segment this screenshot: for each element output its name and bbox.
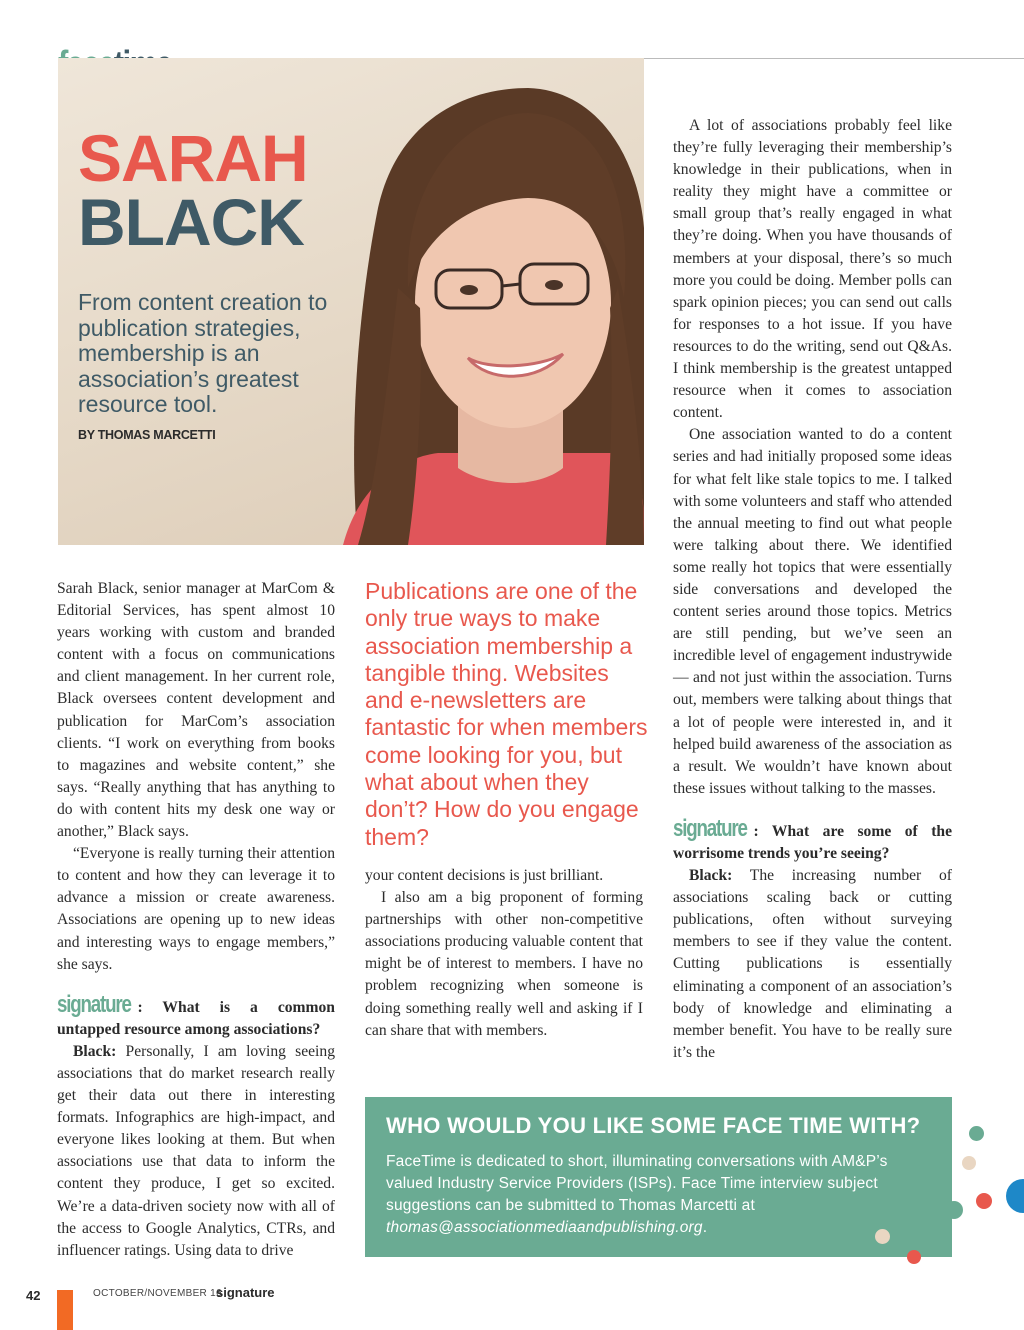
subject-first-name: SARAH (78, 121, 308, 195)
article-dek: From content creation to publication strategies, membership is an association’s greatest resource tool. (78, 289, 328, 417)
answer-text: Personally, I am loving seeing associations that do market research really get their data out there in interesting formats. Infographics are high-impact, and everyone likes looking at them. But when associations use that data to inform the content they produce, I get so excited. We’re a data-driven society now with all of the access to Google Analytics, CTRs, and influencer ratings. Using data to drive (57, 1042, 335, 1259)
question-text: : What is a common untapped resource among associations? (57, 998, 335, 1038)
callout-body (386, 1151, 938, 1239)
callout-text: FaceTime is dedicated to short, illuminating conversations with AM&P’s valued Industry Service Providers (ISPs). Face Time interview subject suggestions can be submitted to Thomas Marcetti at (386, 1153, 888, 1214)
decorative-dot (907, 1250, 921, 1264)
decorative-dot (976, 1193, 992, 1209)
answer (57, 1041, 335, 1262)
decorative-dot (969, 1126, 984, 1141)
paragraph: A lot of associations probably feel like they’re fully leveraging their membership’s knowledge in their publications, when in reality they might have a committee or small group that’s really engaged in what they’re doing. When you have thousands of members at your disposal, there’s so much more you could be doing. Member polls can spark opinion pieces; you can send out calls for responses to a hot issue. If you have resources to do the writing, send out Q&As. I think membership is the greatest untapped resource when it comes to association content. (673, 117, 952, 422)
answer (673, 865, 952, 1064)
decorative-dot (1006, 1179, 1024, 1213)
callout-email-link[interactable]: thomas@associationmediaandpublishing.org (386, 1219, 703, 1236)
footer-accent-bar (57, 1290, 73, 1330)
question (673, 814, 952, 865)
paragraph: One association wanted to do a content series and had initially proposed some ideas for what felt like stale topics to me. I talked with some volunteers and staff who attended the annual meeting to find out what people were talking about there. We identified some really hot topics that were essentially side conversations and developed the content series around those topics. Metrics are still pending, but we’ve seen an incredible level of engagement industrywide — and not just within the association. Turns out, members were talking about things that a lot of people were interested in, and it helped build awareness of the association as a result. We wouldn’t have known about these issues without talking to the masses. (673, 426, 952, 797)
signature-label: signature (673, 814, 747, 842)
answer-label: Black: (73, 1042, 117, 1060)
article-column-1 (57, 578, 335, 1262)
callout-title: WHO WOULD YOU LIKE SOME FACE TIME WITH? (386, 1113, 921, 1138)
publication-name: signature (216, 1285, 275, 1300)
pull-quote: Publications are one of the only true ways to make association membership a tangible thing. Websites and e-newsletters are fantastic for when members come looking for you, but what about when they don’t? How do you engage them? (365, 578, 648, 850)
subject-name (78, 121, 308, 259)
top-rule (643, 58, 1024, 59)
article-column-3 (673, 115, 952, 1064)
paragraph: “Everyone is really turning their attention to content and how they can leverage it to advance a mission or create awareness. Associations are opening up to new ideas and interesting ways to engage members,” she says. (57, 845, 335, 973)
issue-date: OCTOBER/NOVEMBER 16 (93, 1288, 222, 1299)
question-text: : What are some of the worrisome trends you’re seeing? (673, 822, 952, 862)
question (57, 990, 335, 1041)
subject-last-name: BLACK (78, 185, 304, 259)
paragraph: Sarah Black, senior manager at MarCom & Editorial Services, has spent almost 10 years working with custom and branded content with a focus on communications and client management. In her current role, Black oversees content development and publication for MarCom’s association clients. “I work on everything from books to magazines and website content,” she says. “Really anything that has anything to do with content hits my desk one way or another,” Black says. (57, 580, 335, 841)
paragraph: your content decisions is just brilliant. (365, 867, 604, 884)
article-column-2 (365, 865, 643, 1042)
answer-text: The increasing number of associations scaling back or cutting publications, often without surveying members to see if they value the content. Cutting publications is essentially eliminating a component of an association’s body of knowledge and eliminating a member benefit. You have to be really sure it’s the (673, 867, 952, 1061)
callout-end: . (702, 1219, 708, 1236)
decorative-dot (945, 1201, 963, 1219)
paragraph: I also am a big proponent of forming partnerships with other non-competitive associations producing valuable content that might be of interest to members. I have no problem recognizing when someone is doing something really well and asking if I can share that with members. (365, 889, 643, 1039)
signature-label: signature (57, 990, 131, 1018)
article-byline: BY THOMAS MARCETTI (78, 428, 216, 442)
decorative-dot (962, 1156, 976, 1170)
decorative-dot (875, 1229, 890, 1244)
page-number: 42 (26, 1288, 41, 1303)
answer-label: Black: (689, 867, 733, 885)
